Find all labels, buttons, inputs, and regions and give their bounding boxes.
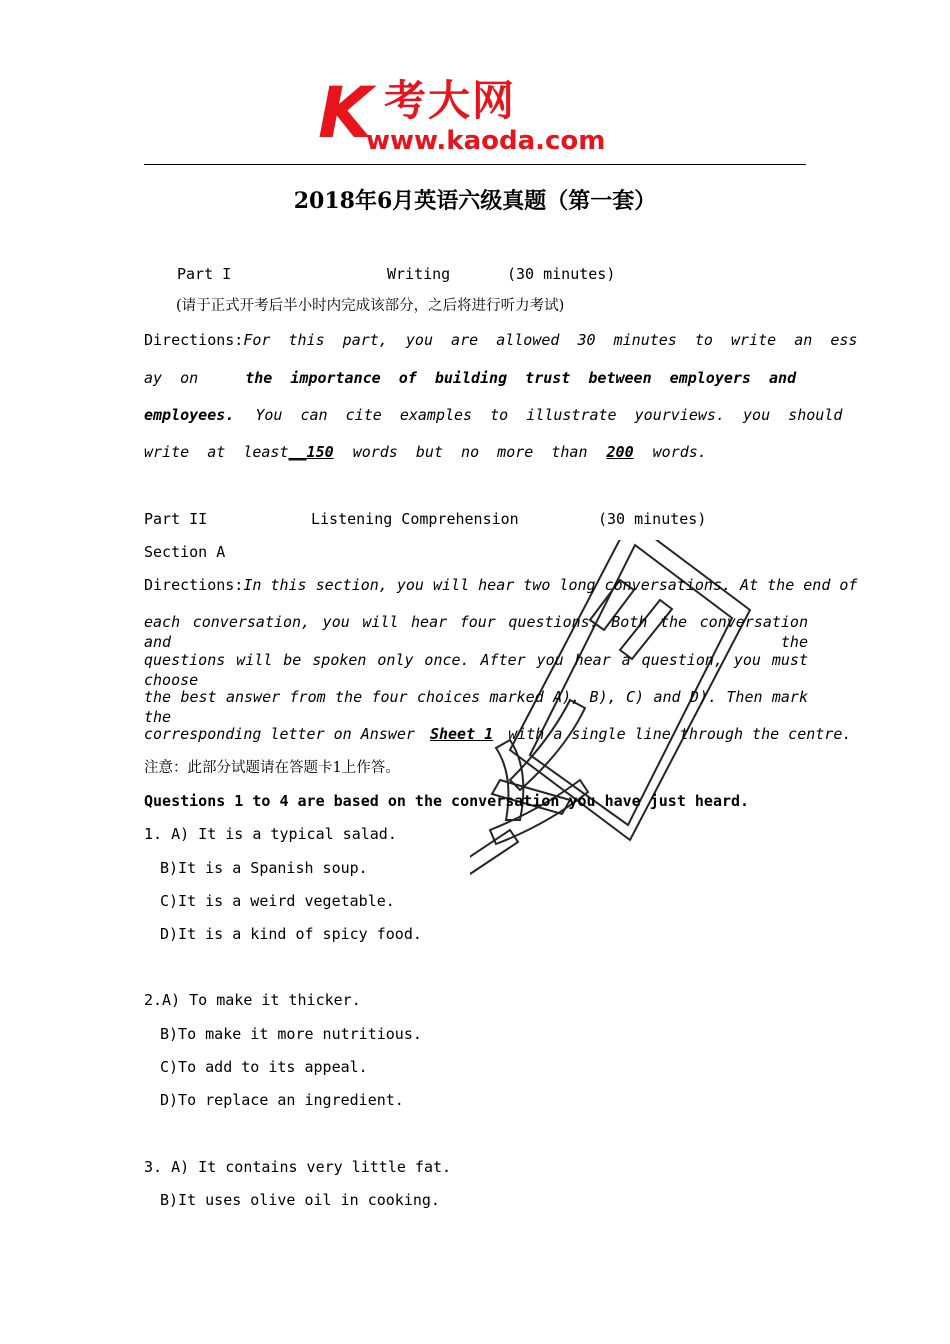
part2-name: Listening Comprehension <box>311 510 519 528</box>
watermark-stroke-6 <box>470 830 518 882</box>
q1-option-a: 1. A) It is a typical salad. <box>144 825 397 843</box>
questions-intro: Questions 1 to 4 are based on the conversation you have just heard. <box>144 792 750 810</box>
part2-time: (30 minutes) <box>598 510 707 528</box>
q2-option-d: D)To replace an ingredient. <box>160 1091 404 1109</box>
part2-label: Part II <box>144 510 208 528</box>
part2-directions-line5: corresponding letter on Answer Sheet 1 with a single line through the centre. <box>144 725 852 743</box>
q1-option-d: D)It is a kind of spicy food. <box>160 925 422 943</box>
part1-time: (30 minutes) <box>507 265 616 283</box>
answer-sheet-notice: 注意：此部分试题请在答题卡1上作答。 <box>144 760 400 776</box>
q1-option-c: C)It is a weird vegetable. <box>160 892 395 910</box>
logo-url: www.kaoda.com <box>366 126 606 156</box>
part2-directions-line3: questions will be spoken only once. After you hear a question, you must choose <box>144 651 808 689</box>
q3-option-b: B)It uses olive oil in cooking. <box>160 1191 440 1209</box>
directions-label: Directions: <box>144 331 244 349</box>
page-title: 2018年6月英语六级真题（第一套） <box>293 188 657 214</box>
q3-option-a: 3. A) It contains very little fat. <box>144 1158 452 1176</box>
section-a-label: Section A <box>144 543 226 561</box>
header-divider <box>144 164 806 165</box>
logo-chinese-name: 考大网 <box>384 76 517 125</box>
part1-directions-line1: Directions:For this part, you are allowed 30 minutes to write an ess <box>144 331 858 349</box>
part1-directions-line4: write at least__150 words but no more than 200 words. <box>144 443 707 461</box>
part1-label: Part I <box>177 265 232 283</box>
watermark-stroke-5 <box>490 780 588 844</box>
part2-directions-line2: each conversation, you will hear four questions. Both the conversation and the <box>144 613 808 651</box>
kaoda-logo <box>318 72 638 158</box>
q2-option-b: B)To make it more nutritious. <box>160 1025 422 1043</box>
part1-directions-line3: employees. You can cite examples to illustrate yourviews. you should <box>144 406 843 424</box>
q2-option-a: 2.A) To make it thicker. <box>144 991 361 1009</box>
part2-directions-line1: Directions:In this section, you will hear two long conversations. At the end of <box>144 576 858 594</box>
part2-directions-line4: the best answer from the four choices marked A), B), C) and D). Then mark the <box>144 688 808 726</box>
part1-directions-line2: ay on the importance of building trust between employers and <box>144 369 797 387</box>
part1-note: (请于正式开考后半小时内完成该部分，之后将进行听力考试) <box>176 298 565 314</box>
q1-option-b: B)It is a Spanish soup. <box>160 859 368 877</box>
directions-label: Directions: <box>144 576 244 594</box>
logo-k-mark: K <box>318 72 373 154</box>
part1-name: Writing <box>387 265 451 283</box>
q2-option-c: C)To add to its appeal. <box>160 1058 368 1076</box>
